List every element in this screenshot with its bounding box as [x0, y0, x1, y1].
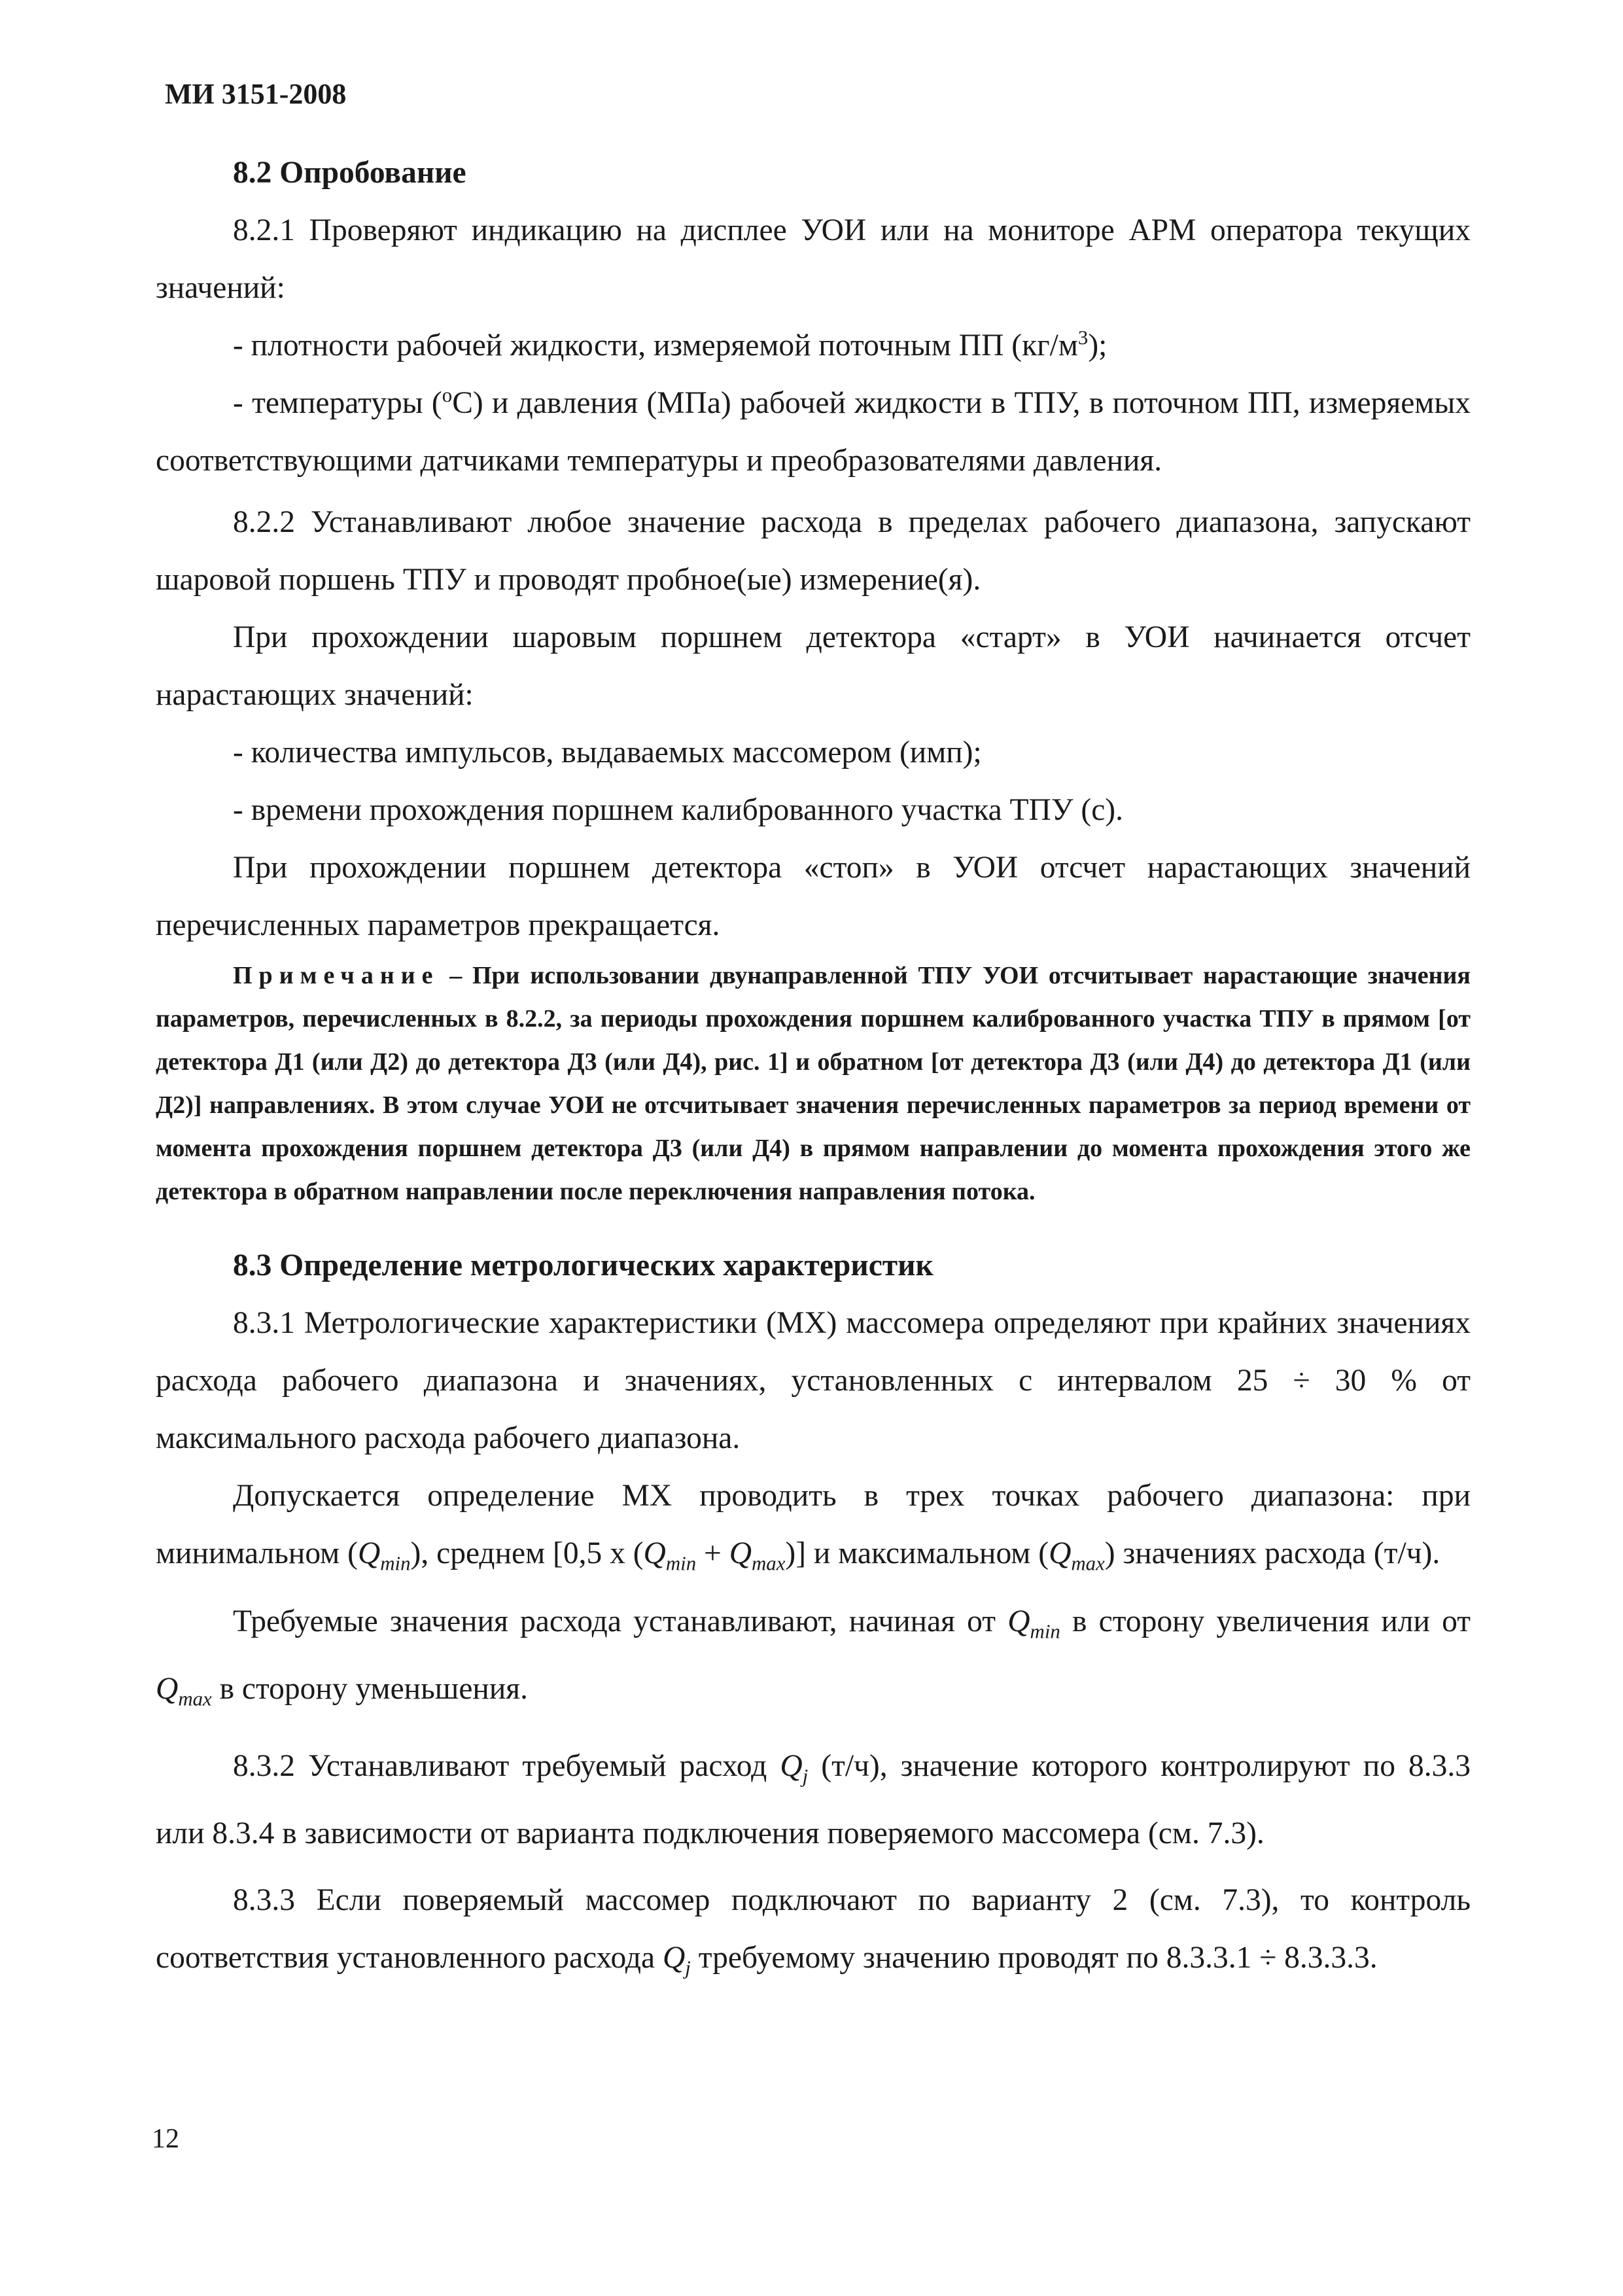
- q-subscript: max: [752, 1551, 786, 1575]
- paragraph-three-points: [156, 1467, 1471, 1593]
- q-letter: Q: [1049, 1536, 1072, 1570]
- text-span: - плотности рабочей жидкости, измеряемой поточным ПП (кг/м: [233, 328, 1078, 362]
- text-span: ) значениях расхода (т/ч).: [1104, 1536, 1440, 1570]
- q-subscript: j: [685, 1956, 691, 1979]
- note-block: [156, 954, 1471, 1213]
- q-letter: Q: [662, 1941, 686, 1975]
- text-span: Требуемые значения расхода устанавливают, начиная от: [233, 1604, 1008, 1638]
- q-letter: Q: [156, 1672, 179, 1706]
- paragraph-required-values: [156, 1593, 1471, 1728]
- paragraph-8-3-1: 8.3.1 Метрологические характеристики (МХ) массомера определяют при крайних значениях расхода рабочего диапазона и значениях, установленных с интервалом 25 ÷ 30 % от максимального расхода рабочего диапазона.: [156, 1306, 1471, 1455]
- superscript: 3: [1077, 326, 1089, 349]
- q-letter: Q: [643, 1536, 666, 1570]
- document-body: [156, 144, 1471, 1997]
- paragraph-stop-detector: При прохождении поршнем детектора «стоп» в УОИ отсчет нарастающих значений перечисленных параметров прекращается.: [156, 851, 1471, 942]
- q-j-symbol: [780, 1748, 809, 1787]
- q-subscript: min: [665, 1551, 697, 1575]
- text-span: С) и давления (МПа) рабочей жидкости в ТПУ, в поточном ПП, измеряемых соответствующими датчиками температуры и преобразователями давления.: [156, 386, 1471, 478]
- section-heading-8-3: 8.3 Определение метрологических характеристик: [233, 1248, 934, 1282]
- q-max-symbol: [729, 1536, 786, 1575]
- document-header: МИ 3151-2008: [165, 78, 347, 110]
- list-item-density: [156, 317, 1471, 374]
- q-subscript: max: [178, 1687, 212, 1710]
- q-min-symbol: [357, 1536, 411, 1575]
- q-subscript: j: [802, 1764, 809, 1787]
- note-label: Примечание: [233, 962, 440, 989]
- text-span: в сторону уменьшения.: [211, 1672, 528, 1706]
- list-item-pulses: - количества импульсов, выдаваемых массомером (имп);: [233, 735, 982, 769]
- superscript: o: [442, 383, 453, 407]
- text-span: );: [1088, 328, 1108, 362]
- q-min-symbol: [643, 1536, 697, 1575]
- q-max-symbol: [156, 1672, 212, 1710]
- paragraph-8-2-1: 8.2.1 Проверяют индикацию на дисплее УОИ или на мониторе АРМ оператора текущих значений:: [156, 213, 1471, 305]
- list-item-temperature: [156, 374, 1471, 489]
- text-span: - температуры (: [233, 386, 442, 420]
- q-subscript: max: [1071, 1551, 1105, 1575]
- text-span: +: [696, 1536, 729, 1570]
- text-span: (т/ч), значение которого контролируют по 8.3.3 или 8.3.4 в зависимости от варианта подключения поверяемого массомера (см. 7.3).: [156, 1748, 1471, 1850]
- text-span: 8.3.2 Устанавливают требуемый расход: [233, 1748, 780, 1783]
- q-letter: Q: [1007, 1604, 1030, 1638]
- q-letter: Q: [780, 1748, 803, 1783]
- section-heading-8-2: 8.2 Опробование: [233, 156, 466, 190]
- q-min-symbol: [1007, 1604, 1060, 1642]
- text-span: в сторону увеличения или от: [1060, 1604, 1471, 1638]
- q-max-symbol: [1049, 1536, 1105, 1575]
- paragraph-8-2-2: 8.2.2 Устанавливают любое значение расхода в пределах рабочего диапазона, запускают шаровой поршень ТПУ и проводят пробное(ые) измерение(я).: [156, 505, 1471, 597]
- note-text: – При использовании двунаправленной ТПУ УОИ отсчитывает нарастающие значения параметров, перечисленных в 8.2.2, за периоды прохождения поршнем калиброванного участка ТПУ в прямом [от детектора Д1 (или Д2) до детектора Д3 (или Д4), рис. 1] и обратном [от детектора Д3 (или Д4) до детектора Д1 (или Д2)] направлениях. В этом случае УОИ не отсчитывает значения перечисленных параметров за период времени от момента прохождения поршнем детектора Д3 (или Д4) в прямом направлении до момента прохождения этого же детектора в обратном направлении после переключения направления потока.: [156, 962, 1471, 1205]
- q-subscript: min: [1030, 1619, 1060, 1642]
- paragraph-8-3-2: [156, 1737, 1471, 1863]
- list-item-time: - времени прохождения поршнем калиброванного участка ТПУ (с).: [233, 793, 1123, 827]
- page-number: 12: [152, 2124, 179, 2154]
- text-span: 8.3.3 Если поверяемый массомер подключают по варианту 2 (см. 7.3), то контроль соответствия установленного расхода: [156, 1883, 1471, 1975]
- q-subscript: min: [380, 1551, 411, 1575]
- text-span: требуемому значению проводят по 8.3.3.1 ÷ 8.3.3.3.: [690, 1941, 1378, 1975]
- paragraph-start-detector: При прохождении шаровым поршнем детектора «старт» в УОИ начинается отсчет нарастающих значений:: [156, 620, 1471, 712]
- text-span: )] и максимальном (: [785, 1536, 1049, 1570]
- text-span: Допускается определение МХ проводить в трех точках рабочего диапазона: при минимальном (: [156, 1479, 1471, 1570]
- q-letter: Q: [357, 1536, 381, 1570]
- text-span: ), среднем [0,5 х (: [410, 1536, 644, 1570]
- q-j-symbol: [662, 1941, 691, 1979]
- paragraph-8-3-3: [156, 1871, 1471, 1997]
- q-letter: Q: [729, 1536, 752, 1570]
